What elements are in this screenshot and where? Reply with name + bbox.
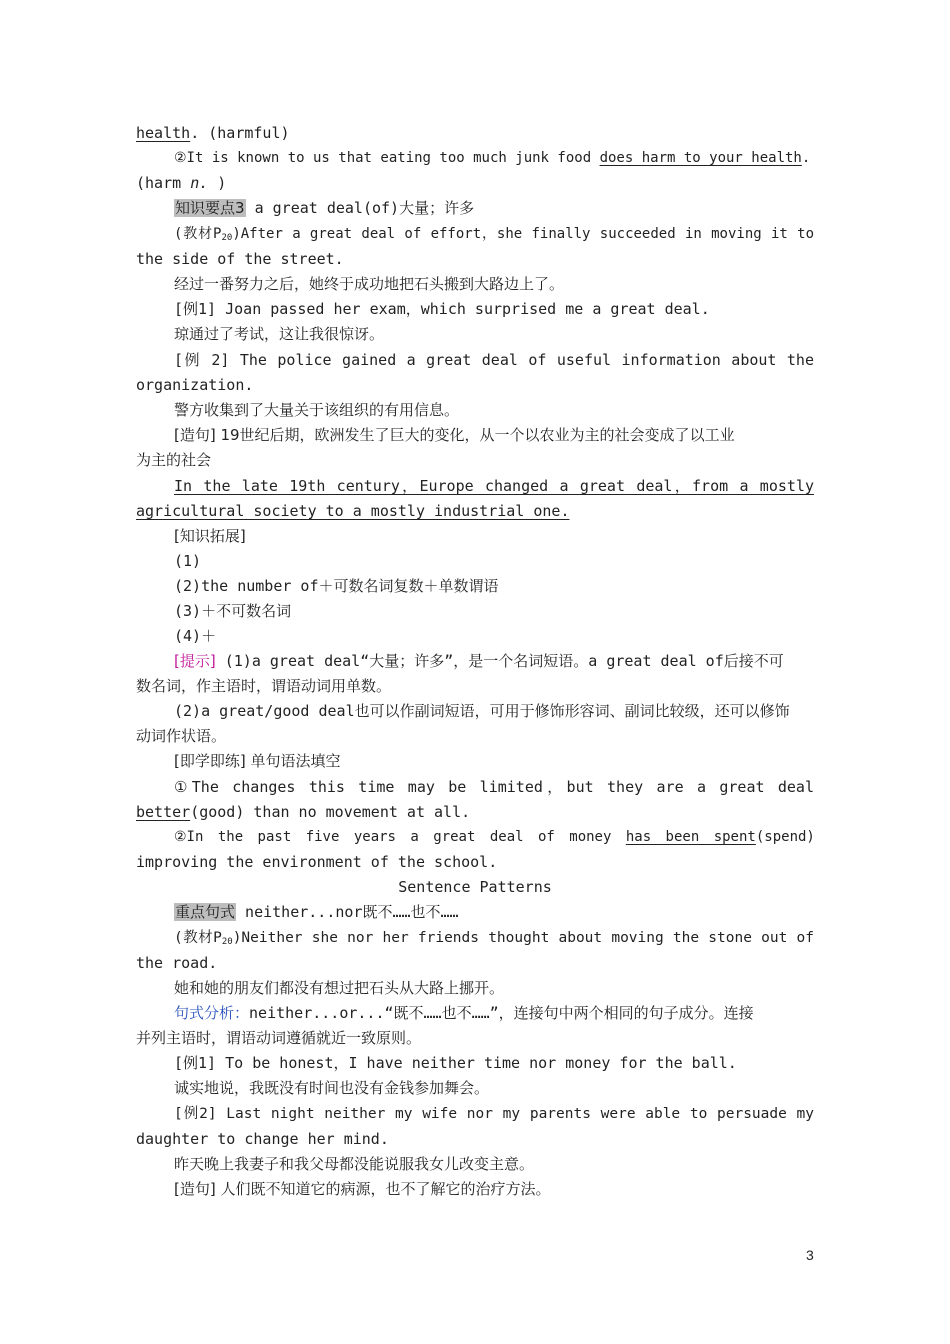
answer-underline: better	[136, 803, 191, 821]
translation-line: 琼通过了考试，这让我很惊讶。	[174, 325, 385, 343]
translation-line: 经过一番努力之后，她终于成功地把石头搬到大路边上了。	[174, 275, 565, 293]
section-heading: 知识要点3 a great deal(of)大量；许多	[175, 199, 475, 217]
list-item: (4)＋	[174, 627, 217, 645]
text-line: better(good) than no movement at all.	[136, 803, 471, 821]
answer-underline: agricultural society to a mostly industrial one.	[136, 502, 570, 520]
text-line: 为主的社会	[136, 451, 212, 469]
hint-tag: [提示]	[174, 652, 216, 670]
text-line: 并列主语时，谓语动词遵循就近一致原则。	[136, 1029, 422, 1047]
exercise-line: ①The changes this time may be limited，but they are a great deal	[174, 778, 814, 796]
key-pattern-tag: 重点句式	[175, 903, 236, 921]
text-line: health. (harmful)	[136, 124, 290, 142]
text-line: organization.	[136, 376, 254, 394]
analysis-tag: 句式分析：	[174, 1004, 250, 1022]
translation-line: 她和她的朋友们都没有想过把石头从大路上挪开。	[174, 979, 505, 997]
text-line: (2)a great/good deal也可以作副词短语，可用于修饰形容词、副词比较级，还可以修饰	[174, 702, 790, 720]
sentence-making-line: [造句] 19世纪后期，欧洲发生了巨大的变化，从一个以农业为主的社会变成了以工业	[174, 426, 735, 444]
answer-underline: health	[136, 124, 191, 142]
sentence-making-line: [造句] 人们既不知道它的病源，也不了解它的治疗方法。	[174, 1180, 551, 1198]
answer-underline: has been spent	[625, 829, 756, 845]
hint-line: [提示] (1)a great deal“大量；许多”，是一个名词短语。a great deal of后接不可	[174, 652, 784, 670]
section-heading: [知识拓展]	[174, 527, 246, 545]
list-item: (2)the number of＋可数名词复数＋单数谓语	[174, 577, 499, 595]
example-line: [例1] To be honest，I have neither time nor money for the ball.	[174, 1054, 737, 1072]
key-point-tag: 知识要点3	[175, 199, 245, 217]
analysis-line: 句式分析：neither...or...“既不……也不……”，连接句中两个相同的句子成分。连接	[174, 1004, 754, 1022]
translation-line: 昨天晚上我妻子和我父母都没能说服我女儿改变主意。	[174, 1155, 535, 1173]
list-item: (3)＋不可数名词	[174, 602, 292, 620]
text-line: (教材$P_{20})After$ a great deal of effort，she finally succeeded in moving it to	[174, 226, 814, 243]
text-line: (harm n. )	[136, 174, 227, 192]
text-line: 数名词，作主语时，谓语动词用单数。	[136, 677, 392, 695]
answer-underline: In the late 19th century，Europe changed a great deal，from a mostly	[174, 477, 814, 495]
text-line: daughter to change her mind.	[136, 1130, 389, 1148]
text-line: 动词作状语。	[136, 727, 227, 745]
text-line: (教材$P_{20})Neither$ she nor her friends thought about moving the stone out of	[174, 930, 814, 947]
text-line: improving the environment of the school.	[136, 853, 498, 871]
list-item: (1)	[174, 552, 202, 570]
section-title: Sentence Patterns	[398, 878, 552, 896]
text-line: the side of the street.	[136, 250, 344, 268]
text-line: ②It is known to us that eating too much junk food does harm to your health.	[174, 150, 811, 166]
example-line: [例1] Joan passed her exam，which surprised me a great deal.	[174, 300, 710, 318]
exercise-line: ②In the past five years a great deal of money has been spent(spend)	[174, 829, 815, 845]
answer-underline: does harm to your health	[599, 150, 802, 166]
text-line: the road.	[136, 954, 218, 972]
example-line: [例2] Last night neither my wife nor my parents were able to persuade my	[174, 1106, 814, 1122]
page-number: 3	[806, 1247, 814, 1263]
translation-line: 警方收集到了大量关于该组织的有用信息。	[174, 401, 460, 419]
example-line: [例 2] The police gained a great deal of useful information about the	[174, 351, 814, 369]
translation-line: 诚实地说，我既没有时间也没有金钱参加舞会。	[174, 1079, 490, 1097]
section-heading: 重点句式 neither...nor既不……也不……	[175, 903, 459, 921]
section-heading: [即学即练] 单句语法填空	[174, 752, 341, 770]
